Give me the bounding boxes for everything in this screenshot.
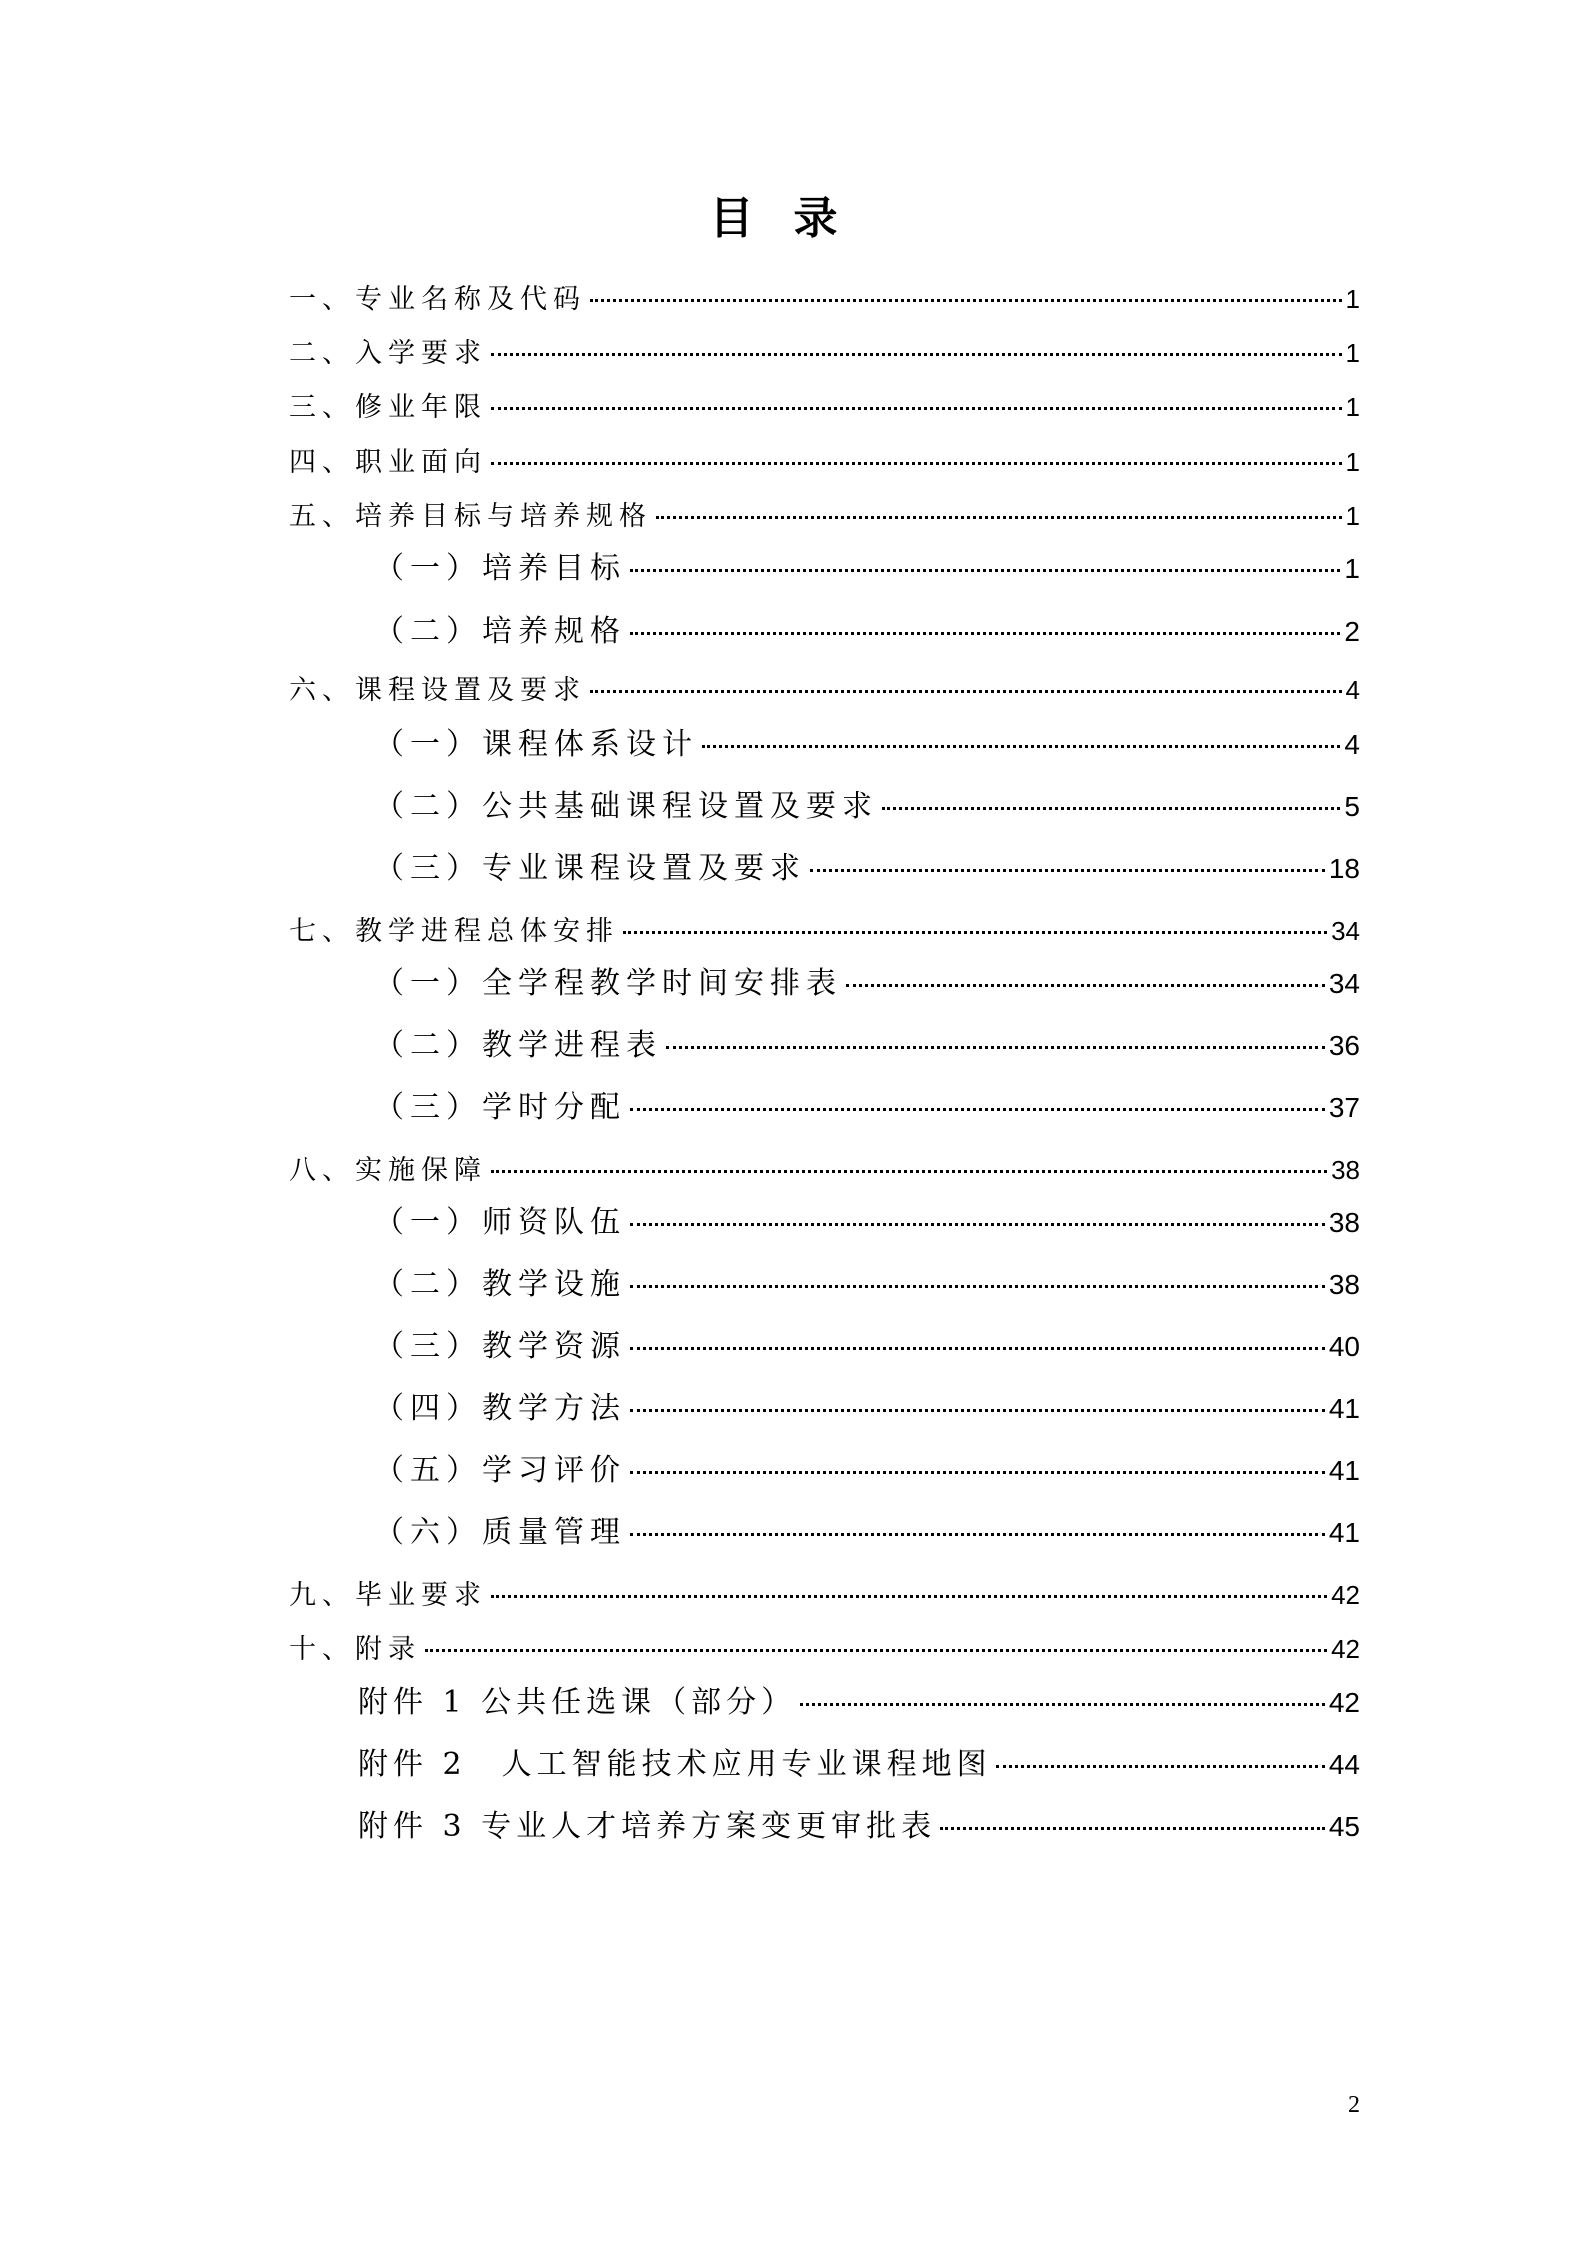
dot-leader [940,1827,1325,1830]
dot-leader [846,984,1325,987]
toc-entry-7-3[interactable] [374,1088,1360,1128]
dot-leader [630,1108,1325,1111]
toc-entry-label: 九、毕业要求 [289,1580,487,1611]
toc-entry-page: 1 [1345,338,1360,368]
toc-entry-page: 45 [1328,1811,1360,1842]
toc-entry-page: 1 [1345,284,1360,314]
toc-entry-label: 六、课程设置及要求 [289,675,586,706]
toc-entry-5[interactable] [289,498,1360,534]
dot-leader [491,353,1342,356]
toc-entry-label: 五、培养目标与培养规格 [289,501,652,532]
toc-entry-4[interactable] [289,444,1360,480]
toc-entry-page: 1 [1345,501,1360,531]
dot-leader [656,516,1342,519]
toc-entry-label: 三、修业年限 [289,392,487,423]
toc-entry-label: 附件 1 公共任选课（部分） [358,1685,797,1720]
toc-entry-label: （二）教学设施 [374,1267,626,1302]
toc-entry-label: （二）教学进程表 [374,1028,662,1063]
toc-entry-page: 42 [1331,1580,1360,1610]
toc-entry-label: （二）公共基础课程设置及要求 [374,789,878,824]
toc-entry-7[interactable] [289,913,1360,949]
toc-entry-8-1[interactable] [374,1203,1360,1243]
dot-leader [491,1170,1327,1173]
dot-leader [630,569,1340,572]
toc-entry-appendix-2[interactable] [358,1745,1360,1785]
toc-entry-6-3[interactable] [374,849,1360,889]
toc-entry-page: 42 [1328,1687,1360,1718]
dot-leader [666,1046,1325,1049]
toc-entry-label: （五）学习评价 [374,1453,626,1488]
dot-leader [702,745,1340,748]
toc-entry-appendix-1[interactable] [358,1683,1360,1723]
toc-entry-label: 一、专业名称及代码 [289,284,586,315]
dot-leader [630,1347,1325,1350]
toc-entry-page: 37 [1328,1092,1360,1123]
toc-entry-8-6[interactable] [374,1513,1360,1553]
toc-entry-6-2[interactable] [374,787,1360,827]
dot-leader [630,632,1340,635]
toc-entry-page: 38 [1328,1207,1360,1238]
toc-entry-page: 4 [1344,729,1360,760]
toc-entry-label: （一）全学程教学时间安排表 [374,966,842,1001]
toc-entry-5-1[interactable] [374,549,1360,589]
toc-entry-page: 38 [1328,1269,1360,1300]
toc-title: 目录 [709,193,878,244]
toc-entry-8[interactable] [289,1152,1360,1188]
toc-entry-appendix-3[interactable] [358,1807,1360,1847]
dot-leader [630,1409,1325,1412]
toc-entry-page: 44 [1328,1749,1360,1780]
toc-entry-1[interactable] [289,281,1360,317]
toc-entry-page: 40 [1328,1331,1360,1362]
toc-entry-5-2[interactable] [374,612,1360,652]
toc-entry-label: （三）教学资源 [374,1329,626,1364]
dot-leader [590,299,1342,302]
dot-leader [810,869,1325,872]
toc-entry-6[interactable] [289,672,1360,708]
toc-entry-page: 1 [1345,447,1360,477]
toc-entry-page: 42 [1331,1634,1360,1664]
toc-entry-10[interactable] [289,1631,1360,1667]
dot-leader [491,462,1342,465]
dot-leader [623,931,1327,934]
toc-entry-9[interactable] [289,1577,1360,1613]
toc-entry-3[interactable] [289,389,1360,425]
toc-entry-label: 八、实施保障 [289,1155,487,1186]
toc-entry-label: （六）质量管理 [374,1515,626,1550]
toc-entry-7-2[interactable] [374,1026,1360,1066]
dot-leader [630,1471,1325,1474]
toc-entry-label: （二）培养规格 [374,614,626,649]
toc-entry-label: 附件 2 人工智能技术应用专业课程地图 [358,1747,992,1782]
toc-entry-7-1[interactable] [374,964,1360,1004]
toc-entry-label: （四）教学方法 [374,1391,626,1426]
toc-entry-label: （三）专业课程设置及要求 [374,851,806,886]
dot-leader [630,1223,1325,1226]
dot-leader [491,1595,1327,1598]
toc-entry-page: 1 [1345,392,1360,422]
toc-entry-8-4[interactable] [374,1389,1360,1429]
toc-entry-page: 34 [1331,916,1360,946]
toc-entry-page: 41 [1328,1455,1360,1486]
toc-entry-6-1[interactable] [374,725,1360,765]
toc-entry-label: （三）学时分配 [374,1090,626,1125]
toc-entry-page: 34 [1328,968,1360,999]
dot-leader [630,1285,1325,1288]
toc-entry-label: 四、职业面向 [289,447,487,478]
dot-leader [425,1649,1327,1652]
dot-leader [590,690,1342,693]
toc-entry-8-5[interactable] [374,1451,1360,1491]
toc-entry-page: 36 [1328,1030,1360,1061]
dot-leader [996,1765,1325,1768]
toc-entry-page: 38 [1331,1155,1360,1185]
toc-entry-page: 41 [1328,1517,1360,1548]
toc-entry-2[interactable] [289,335,1360,371]
dot-leader [800,1703,1325,1706]
toc-entry-page: 41 [1328,1393,1360,1424]
page-number: 2 [1348,2092,1360,2118]
toc-entry-label: （一）培养目标 [374,551,626,586]
toc-entry-page: 5 [1344,791,1360,822]
toc-entry-label: 七、教学进程总体安排 [289,916,619,947]
toc-entry-page: 1 [1344,553,1360,584]
toc-entry-page: 18 [1328,853,1360,884]
toc-entry-label: （一）师资队伍 [374,1205,626,1240]
dot-leader [630,1533,1325,1536]
toc-entry-label: 附件 3 专业人才培养方案变更审批表 [358,1809,937,1844]
toc-entry-page: 4 [1345,675,1360,705]
toc-entry-page: 2 [1344,616,1360,647]
toc-entry-8-3[interactable] [374,1327,1360,1367]
toc-entry-8-2[interactable] [374,1265,1360,1305]
toc-entry-label: （一）课程体系设计 [374,727,698,762]
dot-leader [882,807,1340,810]
toc-entry-label: 十、附录 [289,1634,421,1665]
toc-entry-label: 二、入学要求 [289,338,487,369]
dot-leader [491,407,1342,410]
